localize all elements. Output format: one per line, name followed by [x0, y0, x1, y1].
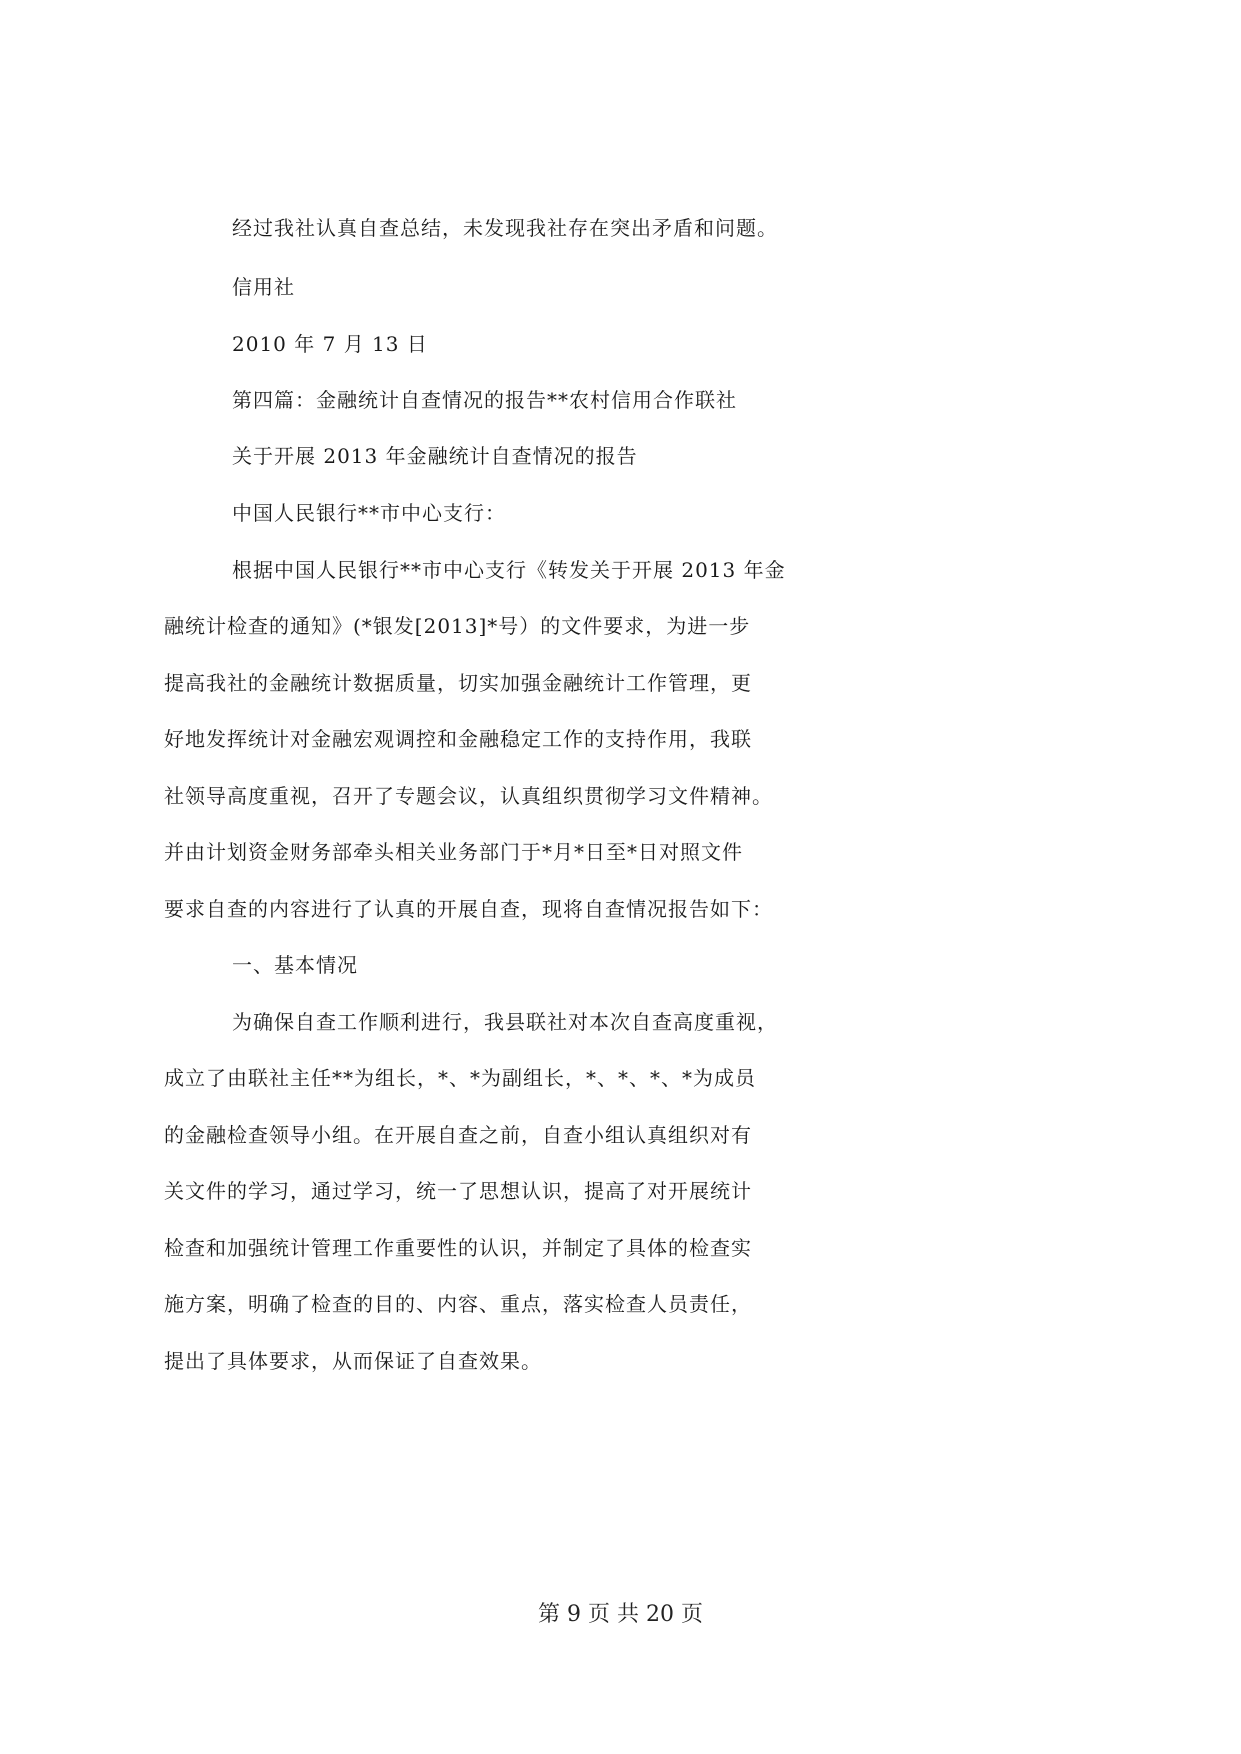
body-line: 施方案，明确了检查的目的、内容、重点，落实检查人员责任，: [164, 1292, 752, 1316]
body-line: 融统计检查的通知》(*银发[2013]*号）的文件要求，为进一步: [164, 614, 751, 638]
body-line: 检查和加强统计管理工作重要性的认识，并制定了具体的检查实: [164, 1236, 752, 1260]
section-heading: 第四篇：金融统计自查情况的报告**农村信用合作联社: [232, 388, 737, 412]
addressee: 中国人民银行**市中心支行：: [232, 501, 506, 525]
body-line: 并由计划资金财务部牵头相关业务部门于*月*日至*日对照文件: [164, 840, 743, 864]
body-line: 关文件的学习，通过学习，统一了思想认识，提高了对开展统计: [164, 1179, 752, 1203]
body-line: 为确保自查工作顺利进行，我县联社对本次自查高度重视，: [232, 1010, 778, 1034]
page-footer: 第 9 页 共 20 页: [538, 1602, 703, 1627]
subsection-heading: 一、基本情况: [232, 953, 358, 977]
body-line: 好地发挥统计对金融宏观调控和金融稳定工作的支持作用，我联: [164, 727, 752, 751]
body-line: 信用社: [232, 275, 295, 299]
body-line: 成立了由联社主任**为组长，*、*为副组长，*、*、*、*为成员: [164, 1066, 756, 1090]
body-line: 要求自查的内容进行了认真的开展自查，现将自查情况报告如下：: [164, 897, 773, 921]
body-line: 社领导高度重视，召开了专题会议，认真组织贯彻学习文件精神。: [164, 784, 773, 808]
body-line: 提出了具体要求，从而保证了自查效果。: [164, 1349, 542, 1373]
body-line: 的金融检查领导小组。在开展自查之前，自查小组认真组织对有: [164, 1123, 752, 1147]
body-line: 提高我社的金融统计数据质量，切实加强金融统计工作管理，更: [164, 671, 752, 695]
report-title: 关于开展 2013 年金融统计自查情况的报告: [232, 444, 638, 468]
date-line: 2010 年 7 月 13 日: [232, 332, 428, 356]
body-line: 根据中国人民银行**市中心支行《转发关于开展 2013 年金: [232, 558, 786, 582]
body-line: 经过我社认真自查总结，未发现我社存在突出矛盾和问题。: [232, 216, 778, 240]
